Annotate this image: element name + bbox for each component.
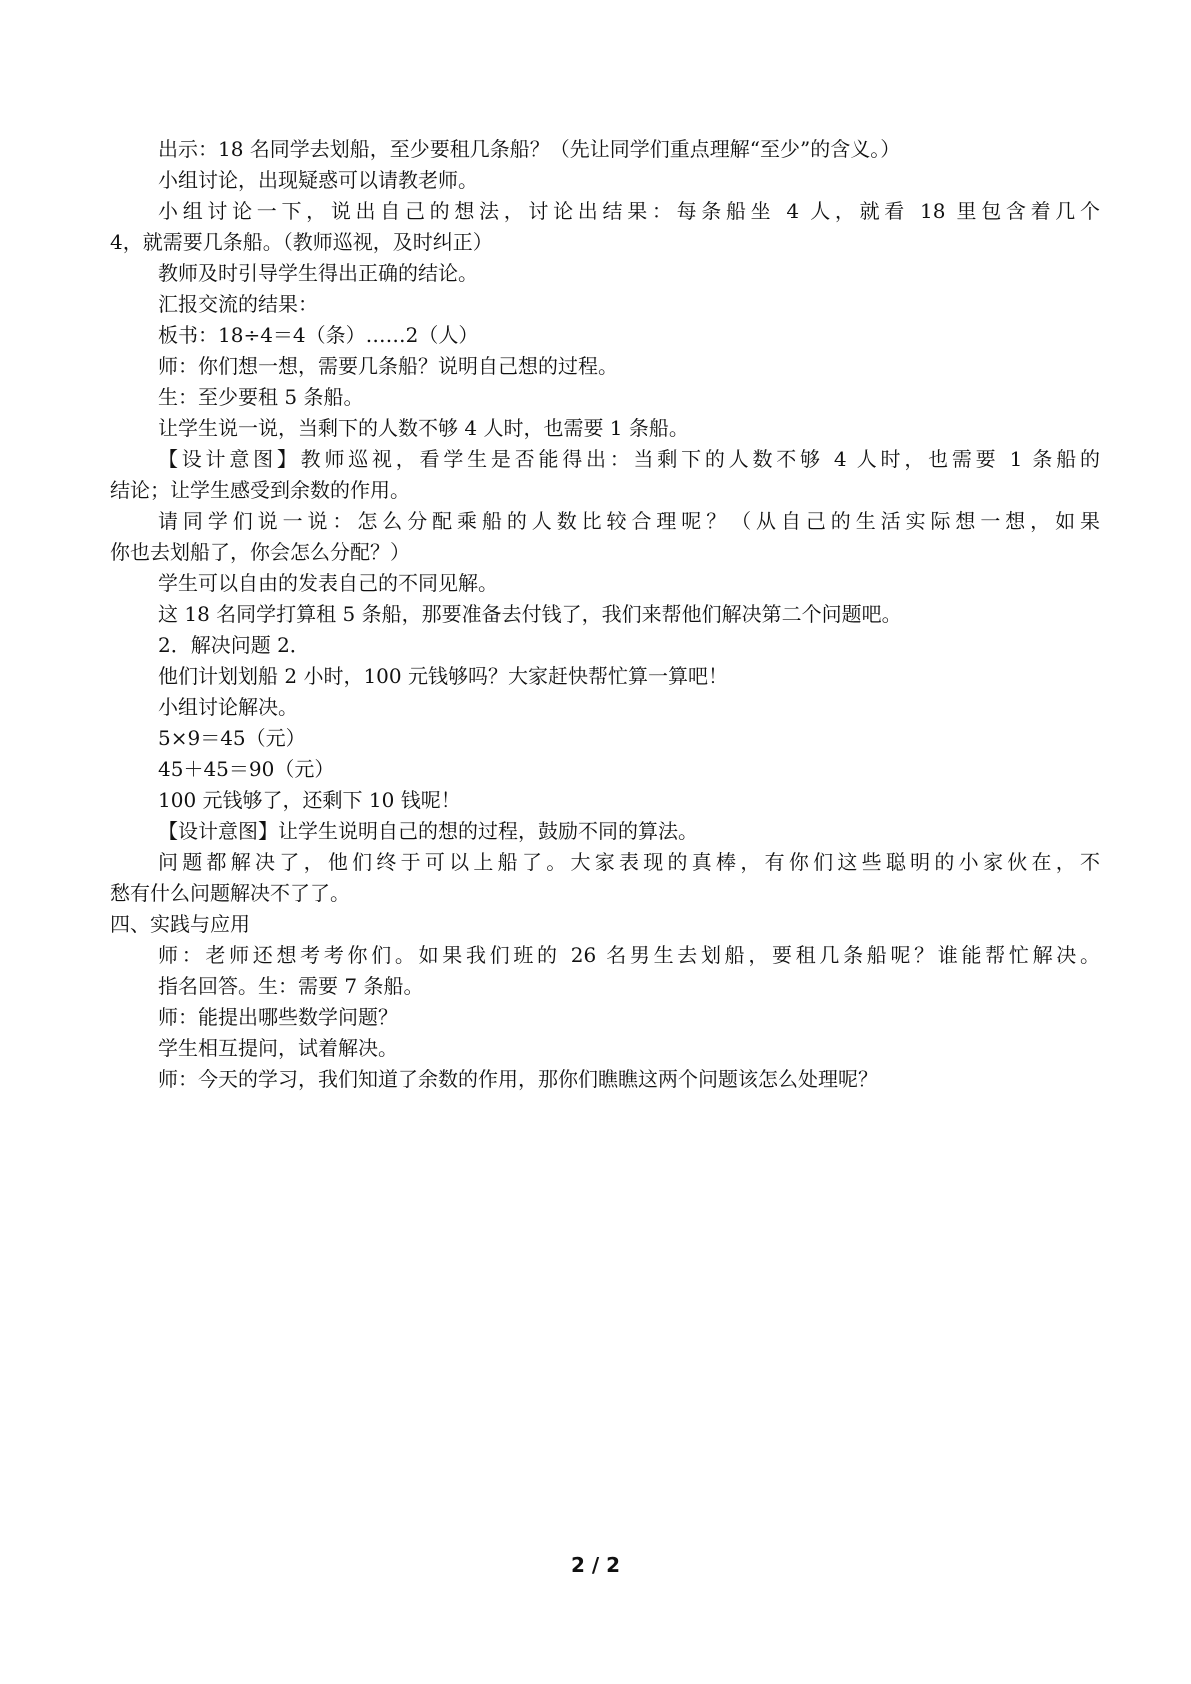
paragraph-line: 【设计意图】让学生说明自己的想的过程，鼓励不同的算法。 <box>158 819 698 843</box>
paragraph-line: 他们计划划船 2 小时，100 元钱够吗？大家赶快帮忙算一算吧！ <box>158 664 728 688</box>
paragraph-line: 小组讨论解决。 <box>158 695 298 719</box>
paragraph-line: 让学生说一说，当剩下的人数不够 4 人时，也需要 1 条船。 <box>158 416 689 440</box>
paragraph-line: 请同学们说一说：怎么分配乘船的人数比较合理呢？（从自己的生活实际想一想，如果 <box>158 509 1100 533</box>
paragraph-line: 问题都解决了，他们终于可以上船了。大家表现的真棒，有你们这些聪明的小家伙在，不 <box>158 850 1100 874</box>
paragraph-line: 【设计意图】教师巡视，看学生是否能得出：当剩下的人数不够 4 人时，也需要 1 条船的 <box>158 447 1100 471</box>
paragraph-line: 愁有什么问题解决不了了。 <box>110 881 350 905</box>
paragraph-line: 出示：18 名同学去划船，至少要租几条船？（先让同学们重点理解“至少”的含义。） <box>158 137 901 161</box>
paragraph-line: 学生相互提问，试着解决。 <box>158 1036 398 1060</box>
paragraph-line: 学生可以自由的发表自己的不同见解。 <box>158 571 498 595</box>
document-body <box>110 134 1100 1095</box>
paragraph-line: 师：你们想一想，需要几条船？说明自己想的过程。 <box>158 354 618 378</box>
paragraph-line: 这 18 名同学打算租 5 条船，那要准备去付钱了，我们来帮他们解决第二个问题吧。 <box>158 602 902 626</box>
paragraph-line: 5×9＝45（元） <box>158 726 306 750</box>
paragraph-line: 2．解决问题 2． <box>158 633 310 657</box>
paragraph-line: 汇报交流的结果： <box>158 292 318 316</box>
paragraph-line: 小组讨论，出现疑惑可以请教老师。 <box>158 168 478 192</box>
paragraph-line: 指名回答。生：需要 7 条船。 <box>158 974 424 998</box>
paragraph-line: 师：今天的学习，我们知道了余数的作用，那你们瞧瞧这两个问题该怎么处理呢？ <box>158 1067 878 1091</box>
paragraph-line: 小组讨论一下，说出自己的想法，讨论出结果：每条船坐 4 人，就看 18 里包含着几个 <box>158 199 1100 223</box>
section-heading: 四、实践与应用 <box>110 912 250 936</box>
paragraph-line: 板书：18÷4＝4（条）……2（人） <box>158 323 479 347</box>
paragraph-line: 45＋45＝90（元） <box>158 757 335 781</box>
paragraph-line: 结论；让学生感受到余数的作用。 <box>110 478 410 502</box>
paragraph-line: 100 元钱够了，还剩下 10 钱呢！ <box>158 788 461 812</box>
page-number: 2 / 2 <box>570 1553 621 1577</box>
paragraph-line: 师：老师还想考考你们。如果我们班的 26 名男生去划船，要租几条船呢？谁能帮忙解决。 <box>158 943 1100 967</box>
paragraph-line: 教师及时引导学生得出正确的结论。 <box>158 261 478 285</box>
paragraph-line: 生：至少要租 5 条船。 <box>158 385 364 409</box>
paragraph-line: 你也去划船了，你会怎么分配？） <box>110 540 410 564</box>
paragraph-line: 师：能提出哪些数学问题？ <box>158 1005 398 1029</box>
paragraph-line: 4，就需要几条船。（教师巡视，及时纠正） <box>110 230 493 254</box>
